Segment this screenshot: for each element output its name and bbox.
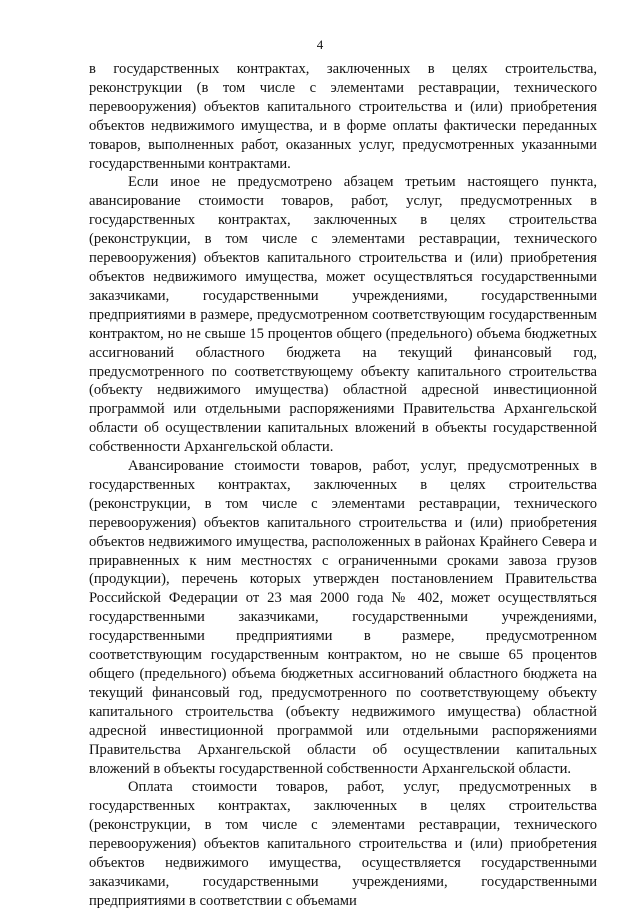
paragraph-payment: Оплата стоимости товаров, работ, услуг, предусмотренных в государственных контрактах, заключенных в целях строительства (реконструкции, в том числе с элементами реставрации, технического перевооружения) объектов капитального строительства и (или) приобретения объектов недвижимого имущества, осуществляется государственными заказчиками, государственными учреждениями, государственными предприятиями в соответствии с объемами [89, 779, 597, 909]
page-number: 4 [316, 37, 324, 52]
document-body [89, 60, 597, 911]
paragraph-advance-15-percent: Если иное не предусмотрено абзацем третьим настоящего пункта, авансирование стоимости товаров, работ, услуг, предусмотренных в государственных контрактах, заключенных в целях строительства (реконструкции, в том числе с элементами реставрации, технического перевооружения) объектов капитального строительства и (или) приобретения объектов недвижимого имущества, может осуществляться государственными заказчиками, государственными учреждениями, государственными предприятиями в размере, предусмотренном соответствующим государственным контрактом, но не свыше 15 процентов общего (предельного) объема бюджетных ассигнований областного бюджета на текущий финансовый год, предусмотренного по соответствующему объекту капитального строительства (объекту недвижимого имущества) областной адресной инвестиционной программой или отдельными распоряжениями Правительства Архангельской области об осуществлении капитальных вложений в объекты государственной собственности Архангельской области. [89, 174, 597, 456]
paragraph-advance-65-percent: Авансирование стоимости товаров, работ, услуг, предусмотренных в государственных контрактах, заключенных в целях строительства (реконструкции, в том числе с элементами реставрации, технического перевооружения) объектов капитального строительства и (или) приобретения объектов недвижимого имущества, расположенных в районах Крайнего Севера и приравненных к ним местностях с ограниченными сроками завоза грузов (продукции), перечень которых утвержден постановлением Правительства Российской Федерации от 23 мая 2000 года № 402, может осуществляться государственными заказчиками, государственными учреждениями, государственными предприятиями в размере, предусмотренном соответствующим государственным контрактом, но не свыше 65 процентов общего (предельного) объема бюджетных ассигнований областного бюджета на текущий финансовый год, предусмотренного по соответствующему объекту капитального строительства (объекту недвижимого имущества) областной адресной инвестиционной программой или отдельными распоряжениями Правительства Архангельской области об осуществлении капитальных вложений в объекты государственной собственности Архангельской области. [89, 458, 597, 777]
paragraph-continuation: в государственных контрактах, заключенных в целях строительства, реконструкции (в том числе с элементами реставрации, технического перевооружения) объектов капитального строительства и (или) приобретения объектов недвижимого имущества, и в форме оплаты фактически переданных товаров, выполненных работ, оказанных услуг, предусмотренных указанными государственными контрактами. [89, 61, 597, 172]
